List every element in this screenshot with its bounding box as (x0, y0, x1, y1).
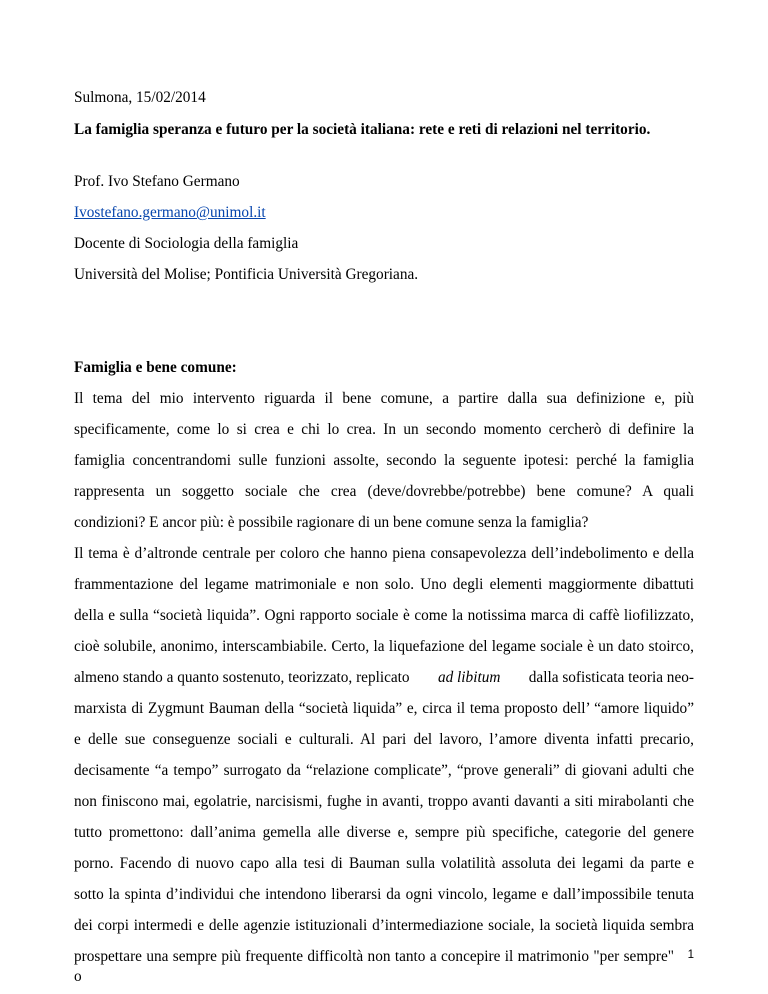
emphasis-text: ad libitum (437, 669, 501, 686)
body-line: dei corpi intermedi e delle agenzie istituzionali d’intermediazione sociale, la società liquida sembra (74, 917, 694, 934)
body-line-part: almeno stando a quanto sostenuto, teorizzato, replicato (74, 669, 410, 686)
body-line: specificamente, come lo si crea e chi lo crea. In un secondo momento cercherò di definire la (74, 421, 694, 438)
body-line-part: dalla sofisticata teoria neo- (528, 669, 694, 686)
body-line: Il tema del mio intervento riguarda il bene comune, a partire dalla sua definizione e, più (74, 390, 694, 407)
body-line: famiglia concentrandomi sulle funzioni assolte, secondo la seguente ipotesi: perché la famiglia (74, 452, 694, 469)
body-line-with-emphasis (74, 668, 694, 688)
author-role: Docente di Sociologia della famiglia (74, 235, 299, 252)
document-title: La famiglia speranza e futuro per la società italiana: rete e reti di relazioni nel territorio. (74, 121, 651, 138)
body-line: frammentazione del legame matrimoniale e non solo. Uno degli elementi maggiormente dibattuti (74, 576, 694, 593)
section-heading: Famiglia e bene comune: (74, 359, 237, 376)
body-line: prospettare una sempre più frequente difficoltà non tanto a concepire il matrimonio "per sempre" o (74, 948, 674, 985)
author-email-link[interactable]: Ivostefano.germano@unimol.it (74, 204, 266, 221)
body-line: condizioni? E ancor più: è possibile ragionare di un bene comune senza la famiglia? (74, 514, 589, 531)
body-line: sotto la spinta d’individui che intendono liberarsi da ogni vincolo, legame e dall’impossibile tenuta (74, 886, 694, 903)
place-date: Sulmona, 15/02/2014 (74, 89, 206, 106)
body-line: rappresenta un soggetto sociale che crea (deve/dovrebbe/potrebbe) bene comune? A quali (74, 483, 694, 500)
author-affiliation: Università del Molise; Pontificia Università Gregoriana. (74, 266, 419, 283)
body-line: tutto promettono: dall’anima gemella alle diverse e, sempre più specifiche, categorie del genere (74, 824, 694, 841)
body-line: decisamente “a tempo” surrogato da “relazione complicate”, “prove generali” di giovani adulti che (74, 762, 694, 779)
body-line: della e sulla “società liquida”. Ogni rapporto sociale è come la notissima marca di caffè liofilizzato, (74, 607, 694, 624)
body-line: non finiscono mai, egolatrie, narcisismi, fughe in avanti, troppo avanti davanti a siti mirabolanti che (74, 793, 694, 810)
body-line: cioè solubile, anonimo, interscambiabile. Certo, la liquefazione del legame sociale è un dato stoirco, (74, 638, 694, 655)
body-line: porno. Facendo di nuovo capo alla tesi di Bauman sulla volatilità assoluta dei legami da parte e (74, 855, 694, 872)
body-line: marxista di Zygmunt Bauman della “società liquida” e, circa il tema proposto dell’ “amore liquido” (74, 700, 694, 717)
body-line: e delle sue conseguenze sociali e culturali. Al pari del lavoro, l’amore diventa infatti precario, (74, 731, 694, 748)
page-number: 1 (687, 949, 694, 961)
body-line: Il tema è d’altronde centrale per coloro che hanno piena consapevolezza dell’indebolimento e della (74, 545, 694, 562)
author-name: Prof. Ivo Stefano Germano (74, 173, 240, 190)
